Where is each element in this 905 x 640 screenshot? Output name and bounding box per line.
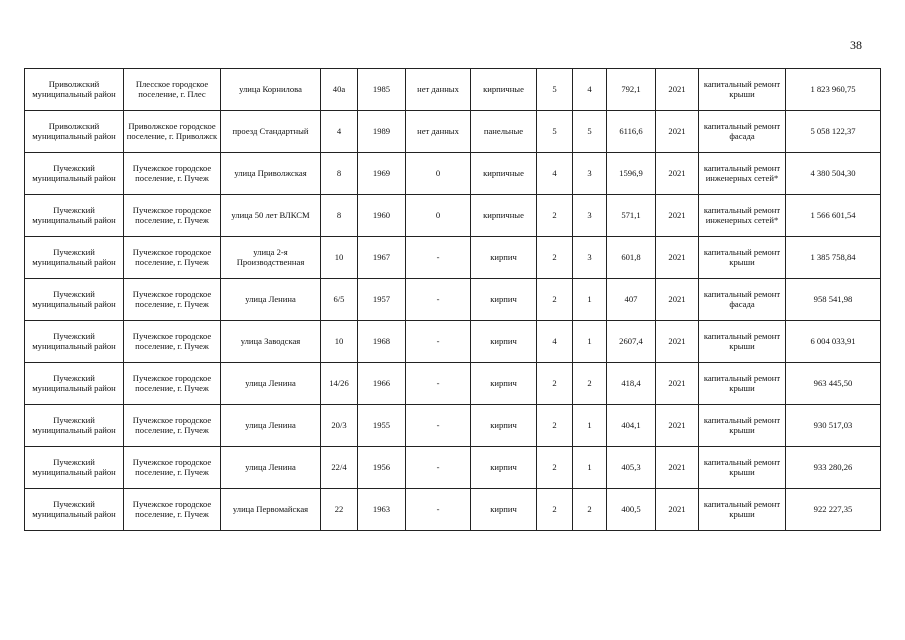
district-cell: Пучежский муниципальный район: [25, 405, 124, 447]
year-built-cell: 1989: [358, 111, 406, 153]
floors-cell: 4: [537, 153, 573, 195]
street-cell: улица 50 лет ВЛКСМ: [221, 195, 321, 237]
street-cell: улица Ленина: [221, 363, 321, 405]
house-number-cell: 8: [321, 195, 358, 237]
wear-cell: -: [406, 405, 471, 447]
wall-material-cell: кирпич: [471, 489, 537, 531]
year-planned-cell: 2021: [656, 489, 699, 531]
entrances-cell: 2: [573, 489, 607, 531]
district-cell: Приволжский муниципальный район: [25, 111, 124, 153]
settlement-cell: Пучежское городское поселение, г. Пучеж: [124, 447, 221, 489]
year-planned-cell: 2021: [656, 111, 699, 153]
street-cell: улица Первомайская: [221, 489, 321, 531]
street-cell: улица Корнилова: [221, 69, 321, 111]
district-cell: Пучежский муниципальный район: [25, 237, 124, 279]
table-row: [25, 279, 881, 321]
wear-cell: нет данных: [406, 69, 471, 111]
cost-cell: 1 385 758,84: [786, 237, 881, 279]
street-cell: улица Ленина: [221, 279, 321, 321]
house-number-cell: 22: [321, 489, 358, 531]
house-number-cell: 6/5: [321, 279, 358, 321]
settlement-cell: Пучежское городское поселение, г. Пучеж: [124, 153, 221, 195]
entrances-cell: 3: [573, 237, 607, 279]
floors-cell: 2: [537, 279, 573, 321]
district-cell: Пучежский муниципальный район: [25, 279, 124, 321]
work-type-cell: капитальный ремонт инженерных сетей*: [699, 153, 786, 195]
floors-cell: 5: [537, 69, 573, 111]
year-planned-cell: 2021: [656, 153, 699, 195]
house-number-cell: 10: [321, 321, 358, 363]
year-built-cell: 1955: [358, 405, 406, 447]
area-cell: 407: [607, 279, 656, 321]
wall-material-cell: кирпич: [471, 279, 537, 321]
cost-cell: 963 445,50: [786, 363, 881, 405]
entrances-cell: 1: [573, 321, 607, 363]
entrances-cell: 3: [573, 153, 607, 195]
cost-cell: 933 280,26: [786, 447, 881, 489]
wall-material-cell: панельные: [471, 111, 537, 153]
year-built-cell: 1969: [358, 153, 406, 195]
wall-material-cell: кирпичные: [471, 195, 537, 237]
street-cell: улица 2-я Производственная: [221, 237, 321, 279]
table-row: [25, 111, 881, 153]
area-cell: 400,5: [607, 489, 656, 531]
settlement-cell: Пучежское городское поселение, г. Пучеж: [124, 321, 221, 363]
work-type-cell: капитальный ремонт крыши: [699, 405, 786, 447]
settlement-cell: Пучежское городское поселение, г. Пучеж: [124, 363, 221, 405]
work-type-cell: капитальный ремонт фасада: [699, 279, 786, 321]
entrances-cell: 1: [573, 447, 607, 489]
work-type-cell: капитальный ремонт крыши: [699, 69, 786, 111]
floors-cell: 2: [537, 405, 573, 447]
district-cell: Пучежский муниципальный район: [25, 153, 124, 195]
wear-cell: -: [406, 279, 471, 321]
house-number-cell: 40а: [321, 69, 358, 111]
table-row: [25, 363, 881, 405]
wear-cell: 0: [406, 153, 471, 195]
house-number-cell: 8: [321, 153, 358, 195]
street-cell: проезд Стандартный: [221, 111, 321, 153]
wall-material-cell: кирпичные: [471, 69, 537, 111]
area-cell: 6116,6: [607, 111, 656, 153]
year-built-cell: 1966: [358, 363, 406, 405]
table-row: [25, 321, 881, 363]
settlement-cell: Пучежское городское поселение, г. Пучеж: [124, 279, 221, 321]
house-number-cell: 20/3: [321, 405, 358, 447]
street-cell: улица Ленина: [221, 405, 321, 447]
wall-material-cell: кирпич: [471, 447, 537, 489]
house-number-cell: 22/4: [321, 447, 358, 489]
street-cell: улица Приволжская: [221, 153, 321, 195]
year-planned-cell: 2021: [656, 447, 699, 489]
wall-material-cell: кирпич: [471, 405, 537, 447]
work-type-cell: капитальный ремонт инженерных сетей*: [699, 195, 786, 237]
wear-cell: нет данных: [406, 111, 471, 153]
floors-cell: 2: [537, 195, 573, 237]
area-cell: 601,8: [607, 237, 656, 279]
house-number-cell: 4: [321, 111, 358, 153]
year-built-cell: 1968: [358, 321, 406, 363]
floors-cell: 2: [537, 237, 573, 279]
wear-cell: -: [406, 363, 471, 405]
year-built-cell: 1956: [358, 447, 406, 489]
floors-cell: 5: [537, 111, 573, 153]
table-row: [25, 237, 881, 279]
year-planned-cell: 2021: [656, 279, 699, 321]
year-built-cell: 1957: [358, 279, 406, 321]
floors-cell: 2: [537, 447, 573, 489]
settlement-cell: Пучежское городское поселение, г. Пучеж: [124, 237, 221, 279]
entrances-cell: 1: [573, 405, 607, 447]
area-cell: 792,1: [607, 69, 656, 111]
district-cell: Пучежский муниципальный район: [25, 489, 124, 531]
cost-cell: 958 541,98: [786, 279, 881, 321]
floors-cell: 4: [537, 321, 573, 363]
settlement-cell: Приволжское городское поселение, г. Приволжск: [124, 111, 221, 153]
work-type-cell: капитальный ремонт фасада: [699, 111, 786, 153]
settlement-cell: Пучежское городское поселение, г. Пучеж: [124, 405, 221, 447]
work-type-cell: капитальный ремонт крыши: [699, 321, 786, 363]
work-type-cell: капитальный ремонт крыши: [699, 363, 786, 405]
area-cell: 571,1: [607, 195, 656, 237]
house-number-cell: 14/26: [321, 363, 358, 405]
area-cell: 1596,9: [607, 153, 656, 195]
district-cell: Пучежский муниципальный район: [25, 447, 124, 489]
settlement-cell: Пучежское городское поселение, г. Пучеж: [124, 489, 221, 531]
street-cell: улица Заводская: [221, 321, 321, 363]
floors-cell: 2: [537, 363, 573, 405]
year-built-cell: 1985: [358, 69, 406, 111]
work-type-cell: капитальный ремонт крыши: [699, 237, 786, 279]
cost-cell: 6 004 033,91: [786, 321, 881, 363]
area-cell: 2607,4: [607, 321, 656, 363]
cost-cell: 1 566 601,54: [786, 195, 881, 237]
work-type-cell: капитальный ремонт крыши: [699, 447, 786, 489]
wear-cell: -: [406, 321, 471, 363]
work-type-cell: капитальный ремонт крыши: [699, 489, 786, 531]
district-cell: Пучежский муниципальный район: [25, 195, 124, 237]
entrances-cell: 5: [573, 111, 607, 153]
table-row: [25, 195, 881, 237]
wall-material-cell: кирпичные: [471, 153, 537, 195]
year-planned-cell: 2021: [656, 237, 699, 279]
cost-cell: 930 517,03: [786, 405, 881, 447]
floors-cell: 2: [537, 489, 573, 531]
year-built-cell: 1960: [358, 195, 406, 237]
table-row: [25, 447, 881, 489]
area-cell: 405,3: [607, 447, 656, 489]
table-row: [25, 405, 881, 447]
year-planned-cell: 2021: [656, 321, 699, 363]
year-planned-cell: 2021: [656, 405, 699, 447]
entrances-cell: 1: [573, 279, 607, 321]
settlement-cell: Плесское городское поселение, г. Плес: [124, 69, 221, 111]
house-number-cell: 10: [321, 237, 358, 279]
year-built-cell: 1963: [358, 489, 406, 531]
cost-cell: 1 823 960,75: [786, 69, 881, 111]
cost-cell: 4 380 504,30: [786, 153, 881, 195]
area-cell: 418,4: [607, 363, 656, 405]
housing-repair-table: [24, 68, 881, 531]
table-row: [25, 489, 881, 531]
wear-cell: -: [406, 237, 471, 279]
table-row: [25, 69, 881, 111]
district-cell: Пучежский муниципальный район: [25, 321, 124, 363]
cost-cell: 922 227,35: [786, 489, 881, 531]
year-planned-cell: 2021: [656, 69, 699, 111]
wall-material-cell: кирпич: [471, 237, 537, 279]
table-row: [25, 153, 881, 195]
year-built-cell: 1967: [358, 237, 406, 279]
year-planned-cell: 2021: [656, 363, 699, 405]
settlement-cell: Пучежское городское поселение, г. Пучеж: [124, 195, 221, 237]
district-cell: Пучежский муниципальный район: [25, 363, 124, 405]
entrances-cell: 3: [573, 195, 607, 237]
area-cell: 404,1: [607, 405, 656, 447]
year-planned-cell: 2021: [656, 195, 699, 237]
cost-cell: 5 058 122,37: [786, 111, 881, 153]
district-cell: Приволжский муниципальный район: [25, 69, 124, 111]
wear-cell: -: [406, 489, 471, 531]
wear-cell: -: [406, 447, 471, 489]
entrances-cell: 4: [573, 69, 607, 111]
wall-material-cell: кирпич: [471, 321, 537, 363]
street-cell: улица Ленина: [221, 447, 321, 489]
wear-cell: 0: [406, 195, 471, 237]
page-number: 38: [850, 38, 862, 52]
wall-material-cell: кирпич: [471, 363, 537, 405]
table-body: [25, 69, 881, 531]
entrances-cell: 2: [573, 363, 607, 405]
